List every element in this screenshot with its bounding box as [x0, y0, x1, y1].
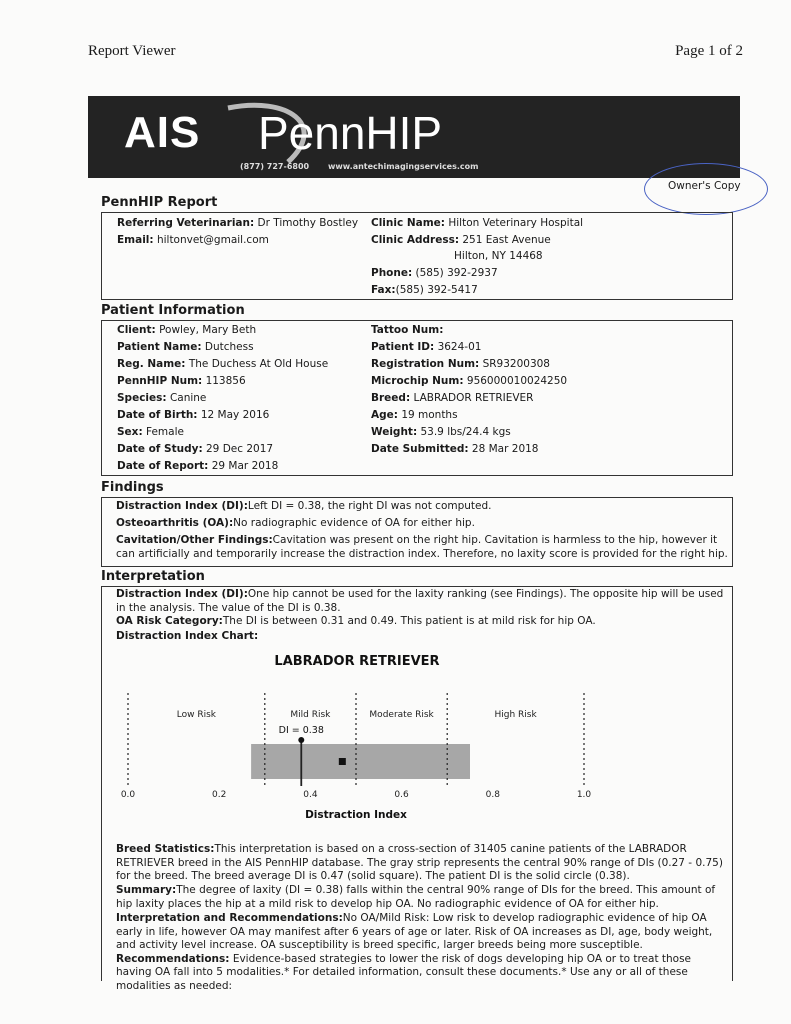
zone-label-3: High Risk: [494, 710, 537, 720]
tick-label-3: 0.6: [394, 790, 409, 800]
tick-label-4: 0.8: [485, 790, 500, 800]
registration-row: Registration Num: SR93200308: [371, 358, 550, 370]
findings-oa: Osteoarthritis (OA):No radiographic evidence of OA for either hip.: [116, 517, 475, 529]
microchip-row: Microchip Num: 956000010024250: [371, 375, 568, 387]
owner-copy-label: Owner's Copy: [668, 180, 741, 192]
interp-chart-label: Distraction Index Chart:: [116, 630, 259, 642]
brand-website: www.antechimagingservices.com: [328, 162, 479, 171]
chart-title: LABRADOR RETRIEVER: [274, 654, 440, 669]
patient-section-title: Patient Information: [101, 303, 245, 318]
viewer-title: Report Viewer: [88, 43, 176, 59]
sex-row: Sex: Female: [117, 426, 184, 438]
page-indicator: Page 1 of 2: [675, 43, 743, 59]
phone-row: Phone: (585) 392-2937: [371, 267, 498, 279]
referring-vet-row: Referring Veterinarian: Dr Timothy Bostley: [117, 217, 359, 229]
summary: Summary:The degree of laxity (DI = 0.38) falls within the central 90% range of DIs for the breed. This amount of hip laxity places the hip at a mild risk to develop hip OA. No radiographic evidence of OA for either hip.: [116, 884, 716, 910]
fax-row: Fax:(585) 392-5417: [371, 284, 478, 296]
brand-logo-ais: AIS: [124, 108, 201, 157]
distraction-index-chart: [101, 645, 731, 825]
tick-label-1: 0.2: [212, 790, 227, 800]
clinic-name-row: Clinic Name: Hilton Veterinary Hospital: [371, 217, 584, 229]
interpretation-section-title: Interpretation: [101, 569, 205, 584]
email-row: Email: hiltonvet@gmail.com: [117, 234, 269, 246]
patient-di-label: DI = 0.38: [278, 725, 324, 736]
species-row: Species: Canine: [117, 392, 207, 404]
dob-row: Date of Birth: 12 May 2016: [117, 409, 270, 421]
tick-label-0: 0.0: [120, 790, 136, 800]
brand-phone: (877) 727-6800: [240, 162, 310, 171]
brand-logo-pennhip: PennHIP: [258, 107, 443, 159]
client-row: Client: Powley, Mary Beth: [117, 324, 257, 336]
tick-label-2: 0.4: [303, 790, 318, 800]
zone-label-2: Moderate Risk: [369, 710, 434, 720]
patient-di-circle: [298, 737, 304, 743]
date-submitted-row: Date Submitted: 28 Mar 2018: [371, 443, 539, 455]
breed-average-square: [339, 758, 346, 765]
date-report-row: Date of Report: 29 Mar 2018: [117, 460, 279, 472]
reg-name-row: Reg. Name: The Duchess At Old House: [117, 358, 329, 370]
findings-di: Distraction Index (DI):Left DI = 0.38, the right DI was not computed.: [116, 500, 492, 512]
patient-name-row: Patient Name: Dutchess: [117, 341, 254, 353]
findings-cavitation: Cavitation/Other Findings:Cavitation was present on the right hip. Cavitation is harmless to the hip, however it can artificially and temporarily increase the distraction index. Therefore, no laxity score is provided for the right hip.: [116, 534, 728, 560]
age-row: Age: 19 months: [371, 409, 458, 421]
breed-row: Breed: LABRADOR RETRIEVER: [371, 392, 534, 404]
clinic-address-row: Clinic Address: 251 East Avenue: [371, 234, 551, 246]
interp-di: Distraction Index (DI):One hip cannot be used for the laxity ranking (see Findings). The opposite hip will be used in the analysis. The value of the DI is 0.38.: [116, 588, 724, 614]
brand-banner: [88, 96, 740, 178]
report-section-title: PennHIP Report: [101, 195, 218, 210]
interp-oa-risk: OA Risk Category:The DI is between 0.31 and 0.49. This patient is at mild risk for hip OA.: [116, 615, 596, 627]
pennhip-num-row: PennHIP Num: 113856: [117, 375, 246, 387]
tick-label-5: 1.0: [576, 790, 592, 800]
clinic-address-line2: Hilton, NY 14468: [454, 250, 543, 262]
weight-row: Weight: 53.9 lbs/24.4 kgs: [371, 426, 511, 438]
zone-label-1: Mild Risk: [290, 710, 331, 720]
tattoo-row: Tattoo Num:: [371, 324, 444, 336]
zone-label-0: Low Risk: [176, 710, 217, 720]
breed-range-strip: [251, 744, 470, 779]
breed-statistics: Breed Statistics:This interpretation is based on a cross-section of 31405 canine patients of the LABRADOR RETRIEVER breed in the AIS PennHIP database. The gray strip represents the central 90% range of DIs (0.27 - 0.75) for the breed. The breed average DI is 0.47 (solid square). The patient DI is the solid circle (0.38).: [116, 843, 723, 883]
patient-id-row: Patient ID: 3624-01: [371, 341, 482, 353]
findings-section-title: Findings: [101, 480, 164, 495]
recommendations: Interpretation and Recommendations:No OA/Mild Risk: Low risk to develop radiographic evidence of hip OA early in life, however OA may manifest after 6 years of age or later. Risk of OA increases as DI, age, body weight, and activity level increase. OA susceptibility is breed specific, larger breeds being more susceptible. Recommendations: Evidence-based strategies to lower the risk of dogs developing hip OA or to treat those having OA fall into 5 modalities.* For detailed information, consult these documents.* Use any or all of these modalities as needed:: [116, 912, 713, 992]
chart-x-label: Distraction Index: [305, 809, 407, 821]
date-study-row: Date of Study: 29 Dec 2017: [117, 443, 274, 455]
